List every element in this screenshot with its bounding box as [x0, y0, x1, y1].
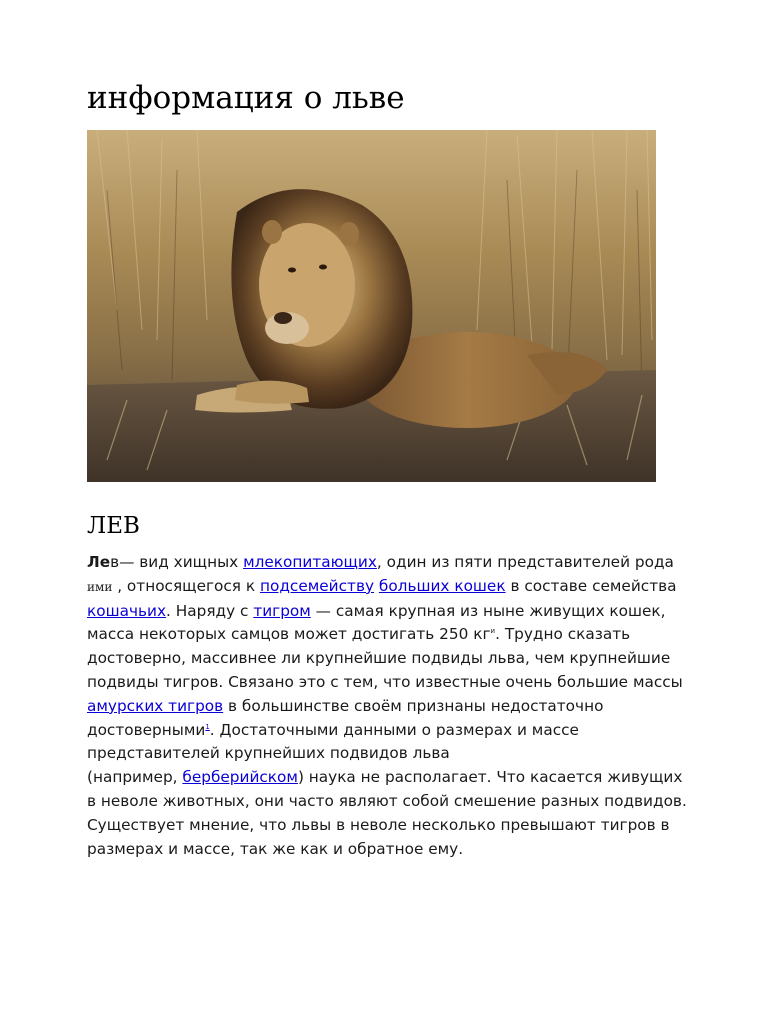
link-mammals[interactable]: млекопитающих — [243, 553, 377, 571]
link-tiger[interactable]: тигром — [253, 601, 311, 620]
section-heading: ЛЕВ — [87, 513, 140, 539]
lion-photo — [87, 130, 656, 482]
term-bold: Ле — [87, 553, 111, 571]
footnote-marker: и — [490, 627, 496, 636]
link-big-cats[interactable]: больших кошек — [378, 576, 506, 595]
link-felidae[interactable]: кошачьих — [87, 601, 167, 620]
genus-word: ими — [87, 579, 113, 594]
link-amur-tigers[interactable]: амурских тигров — [87, 696, 224, 715]
page-title: информация о льве — [87, 80, 405, 116]
link-barbary[interactable]: берберийском — [182, 768, 298, 787]
footnote-link[interactable]: 1 — [205, 722, 210, 731]
link-subfamily[interactable]: подсемейству — [259, 576, 375, 595]
article-paragraph: Лев— вид хищных млекопитающих, один из пяти представителей рода ими , относящегося к подсемейству больших кошек в составе семейства кошачьих. Наряду с тигром — самая крупная из ныне живущих кошек, масса некоторых самцов может достигать 250 $кг^и$. Трудно сказать достоверно, массивнее ли крупнейшие подвиды льва, чем крупнейшие подвиды тигров. Связано это с тем, что известные очень большие массы амурских тигров в большинстве своём признаны недостаточно достоверными$^1$. Достаточными данными о размерах и массе представителей крупнейших подвидов льва (например, берберийском) наука не располагает. Что касается живущих в неволе животных, они часто являют собой смешение разных подвидов. Существует мнение, что львы в неволе несколько превышают тигров в размерах и массе, так же как и обратное ему. — [87, 553, 687, 858]
